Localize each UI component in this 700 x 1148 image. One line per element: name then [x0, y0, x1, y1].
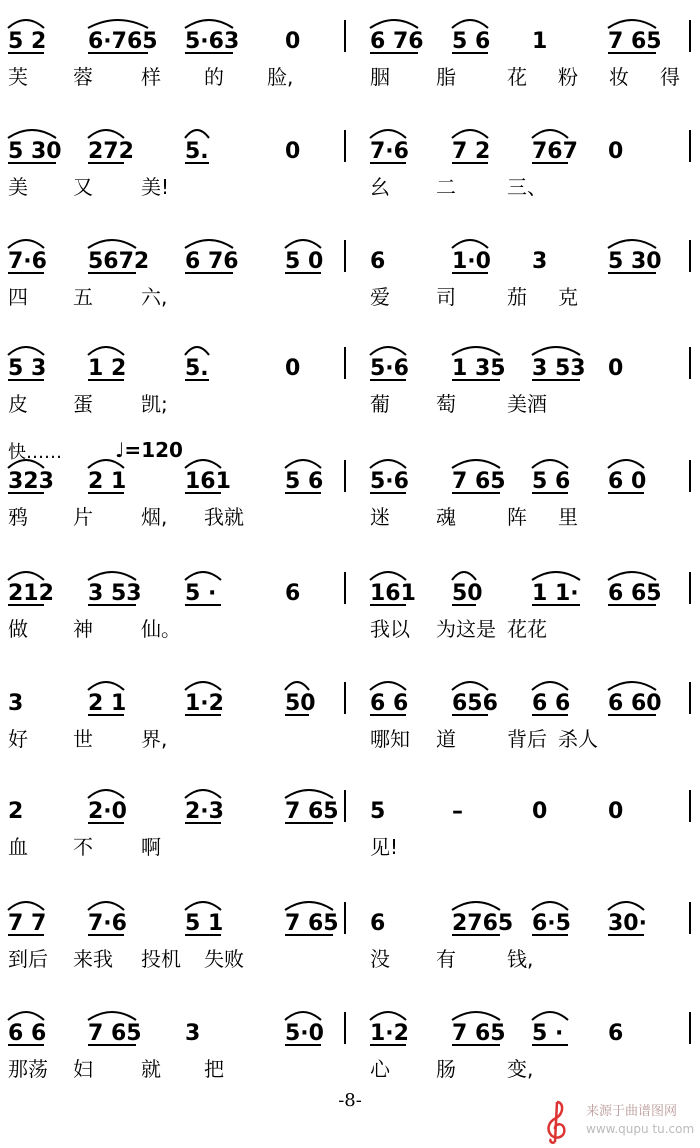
slur	[8, 130, 56, 138]
slur	[285, 240, 321, 248]
slur	[8, 240, 44, 248]
note: 5·6	[370, 356, 409, 381]
slur	[370, 20, 418, 28]
lyric: 我以	[370, 617, 410, 641]
lyric: 杀人	[558, 727, 598, 751]
note: 5 6	[532, 469, 571, 494]
note: –	[452, 799, 463, 824]
note: 6	[370, 249, 386, 274]
tempo-marking: 快……	[8, 442, 62, 463]
lyric: 的	[204, 65, 224, 89]
watermark-url: www.qupu tu.com	[586, 1122, 695, 1136]
slur	[185, 20, 233, 28]
treble-clef-icon	[540, 1098, 574, 1144]
slur	[88, 682, 124, 690]
note: 5.	[185, 356, 209, 381]
lyric: 五	[73, 285, 93, 309]
slur	[88, 790, 124, 798]
lyric: 魂	[436, 505, 456, 529]
note: 7 65	[285, 911, 339, 936]
note: 7 2	[452, 139, 491, 164]
slur	[88, 902, 124, 910]
note: 767	[532, 139, 578, 164]
lyric: 蛋	[73, 392, 93, 416]
slur	[532, 130, 568, 138]
note: 2·3	[185, 799, 224, 824]
slur	[185, 682, 221, 690]
lyric: 投机	[141, 947, 181, 971]
slur	[370, 1012, 406, 1020]
lyric: 来我	[73, 947, 113, 971]
slur	[452, 902, 500, 910]
slur	[88, 347, 124, 355]
lyric: 司	[436, 285, 456, 309]
lyric: 茄	[507, 285, 527, 309]
slur	[370, 682, 406, 690]
lyric: 不	[73, 835, 93, 859]
slur	[8, 347, 44, 355]
lyric: 幺	[370, 175, 390, 199]
note: 7 65	[452, 469, 506, 494]
lyric: 芙	[8, 65, 28, 89]
note: 5 ·	[185, 581, 217, 606]
lyric: 迷	[370, 505, 390, 529]
note: 0	[608, 139, 624, 164]
note: 0	[285, 139, 301, 164]
lyric: 啊	[141, 835, 161, 859]
note: 5	[370, 799, 386, 824]
lyric: 变,	[507, 1057, 534, 1081]
lyric: 有	[436, 947, 456, 971]
note: 161	[370, 581, 416, 606]
note: 2765	[452, 911, 514, 936]
note: 0	[608, 356, 624, 381]
slur	[452, 20, 488, 28]
lyric: 失败	[204, 947, 244, 971]
lyric: 烟,	[141, 505, 168, 529]
note: 0	[608, 799, 624, 824]
note: 6 76	[370, 29, 424, 54]
lyric: 钱,	[507, 947, 534, 971]
note: 7 65	[452, 1021, 506, 1046]
lyric: 脂	[436, 65, 456, 89]
lyric: 胭	[370, 65, 390, 89]
note: 5 ·	[532, 1021, 564, 1046]
lyric: 里	[558, 505, 578, 529]
slur	[608, 240, 656, 248]
note: 3	[8, 691, 24, 716]
slur	[452, 130, 488, 138]
slur	[88, 130, 124, 138]
note: 5 1	[185, 911, 224, 936]
note: 6 76	[185, 249, 239, 274]
lyric: 背后	[507, 727, 547, 751]
lyric: 到后	[8, 947, 48, 971]
note: 5 30	[8, 139, 62, 164]
slur	[452, 347, 500, 355]
note: 3	[532, 249, 548, 274]
lyric: 我就	[204, 505, 244, 529]
note: 7 65	[285, 799, 339, 824]
note: 5 6	[452, 29, 491, 54]
lyric: 二	[436, 175, 456, 199]
slur	[8, 20, 44, 28]
lyric: 心	[370, 1057, 390, 1081]
slur	[185, 572, 221, 580]
note: 2	[8, 799, 24, 824]
lyric: 把	[204, 1057, 224, 1081]
slur	[532, 682, 568, 690]
note: 3 53	[532, 356, 586, 381]
slur	[452, 460, 500, 468]
note: 50	[285, 691, 316, 716]
note: 2 1	[88, 469, 127, 494]
note: 161	[185, 469, 231, 494]
slur	[370, 130, 406, 138]
watermark-text: 来源于曲谱图网	[586, 1104, 678, 1119]
lyric: 见!	[370, 835, 399, 859]
lyric: 三、	[507, 175, 547, 199]
note: 6 65	[608, 581, 662, 606]
slur	[285, 460, 321, 468]
lyric: 爱	[370, 285, 390, 309]
note: 50	[452, 581, 483, 606]
slur	[532, 460, 568, 468]
lyric: 样	[141, 65, 161, 89]
lyric: 就	[141, 1057, 161, 1081]
lyric: 界,	[141, 727, 168, 751]
slur	[452, 1012, 500, 1020]
note: 5·6	[370, 469, 409, 494]
slur	[532, 1012, 568, 1020]
note: 6	[285, 581, 301, 606]
slur	[608, 682, 656, 690]
lyric: 那荡	[8, 1057, 48, 1081]
slur	[285, 682, 309, 690]
note: 1	[532, 29, 548, 54]
lyric: 克	[558, 285, 578, 309]
lyric: 妇	[73, 1057, 93, 1081]
slur	[88, 1012, 136, 1020]
lyric: 妆	[609, 65, 629, 89]
lyric: 美酒	[507, 392, 547, 416]
note: 656	[452, 691, 498, 716]
lyric: 六,	[141, 285, 168, 309]
note: 1·2	[370, 1021, 409, 1046]
lyric: 好	[8, 727, 28, 751]
slur	[370, 572, 406, 580]
note: 5 30	[608, 249, 662, 274]
lyric: 血	[8, 835, 28, 859]
note: 5 6	[285, 469, 324, 494]
note: 1·0	[452, 249, 491, 274]
note: 7·6	[88, 911, 127, 936]
lyric: 凯;	[141, 392, 168, 416]
note: 212	[8, 581, 54, 606]
lyric: 鸦	[8, 505, 28, 529]
note: 6·5	[532, 911, 571, 936]
note: 0	[285, 29, 301, 54]
lyric: 为这是	[436, 617, 496, 641]
note: 6 6	[8, 1021, 47, 1046]
note: 3 53	[88, 581, 142, 606]
slur	[285, 902, 333, 910]
lyric: 阵	[507, 505, 527, 529]
slur	[532, 902, 568, 910]
lyric: 萄	[436, 392, 456, 416]
slur	[608, 460, 644, 468]
tempo-value: ♩=120	[115, 438, 183, 462]
note: 1 2	[88, 356, 127, 381]
slur	[608, 572, 656, 580]
lyric: 道	[436, 727, 456, 751]
note: 6 6	[532, 691, 571, 716]
slur	[370, 460, 406, 468]
note: 7 65	[608, 29, 662, 54]
lyric: 美!	[141, 175, 170, 199]
lyric: 四	[8, 285, 28, 309]
slur	[532, 572, 580, 580]
lyric: 世	[73, 727, 93, 751]
lyric: 皮	[8, 392, 28, 416]
lyric: 花	[507, 65, 527, 89]
lyric: 美	[8, 175, 28, 199]
lyric: 没	[370, 947, 390, 971]
note: 1·2	[185, 691, 224, 716]
note: 6	[608, 1021, 624, 1046]
lyric: 蓉	[73, 65, 93, 89]
slur	[285, 790, 333, 798]
slur	[88, 572, 136, 580]
note: 3	[185, 1021, 201, 1046]
note: 5 0	[285, 249, 324, 274]
lyric: 脸,	[267, 65, 294, 89]
note: 6 0	[608, 469, 647, 494]
note: 6·765	[88, 29, 158, 54]
slur	[88, 240, 136, 248]
lyric: 粉	[558, 65, 578, 89]
lyric: 肠	[436, 1057, 456, 1081]
note: 1 35	[452, 356, 506, 381]
note: 5 3	[8, 356, 47, 381]
note: 30·	[608, 911, 647, 936]
slur	[185, 460, 221, 468]
note: 7 65	[88, 1021, 142, 1046]
slur	[185, 347, 209, 355]
slur	[8, 1012, 44, 1020]
lyric: 仙。	[141, 617, 181, 641]
slur	[185, 240, 233, 248]
note: 5.	[185, 139, 209, 164]
lyric: 花花	[507, 617, 547, 641]
note: 7·6	[370, 139, 409, 164]
slur	[608, 902, 644, 910]
lyric: 又	[73, 175, 93, 199]
slur	[8, 572, 44, 580]
slur	[608, 20, 656, 28]
note: 0	[532, 799, 548, 824]
slur	[532, 347, 580, 355]
note: 272	[88, 139, 134, 164]
note: 5672	[88, 249, 150, 274]
page-number: -8-	[338, 1090, 362, 1111]
slur	[185, 790, 221, 798]
lyric: 哪知	[370, 727, 410, 751]
note: 5·0	[285, 1021, 324, 1046]
note: 5 2	[8, 29, 47, 54]
slur	[185, 130, 209, 138]
note: 5·63	[185, 29, 240, 54]
lyric: 葡	[370, 392, 390, 416]
note: 6 6	[370, 691, 409, 716]
note: 2 1	[88, 691, 127, 716]
slur	[88, 20, 148, 28]
note: 7·6	[8, 249, 47, 274]
note: 6 60	[608, 691, 662, 716]
note: 323	[8, 469, 54, 494]
slur	[452, 682, 488, 690]
slur	[452, 240, 488, 248]
note: 6	[370, 911, 386, 936]
lyric: 做	[8, 617, 28, 641]
note: 2·0	[88, 799, 127, 824]
slur	[370, 347, 406, 355]
note: 1 1·	[532, 581, 579, 606]
note: 7 7	[8, 911, 47, 936]
slur	[185, 902, 221, 910]
slur	[452, 572, 476, 580]
slur	[8, 902, 44, 910]
lyric: 片	[73, 505, 93, 529]
slur	[285, 1012, 321, 1020]
lyric: 得	[660, 65, 680, 89]
note: 0	[285, 356, 301, 381]
lyric: 神	[73, 617, 93, 641]
